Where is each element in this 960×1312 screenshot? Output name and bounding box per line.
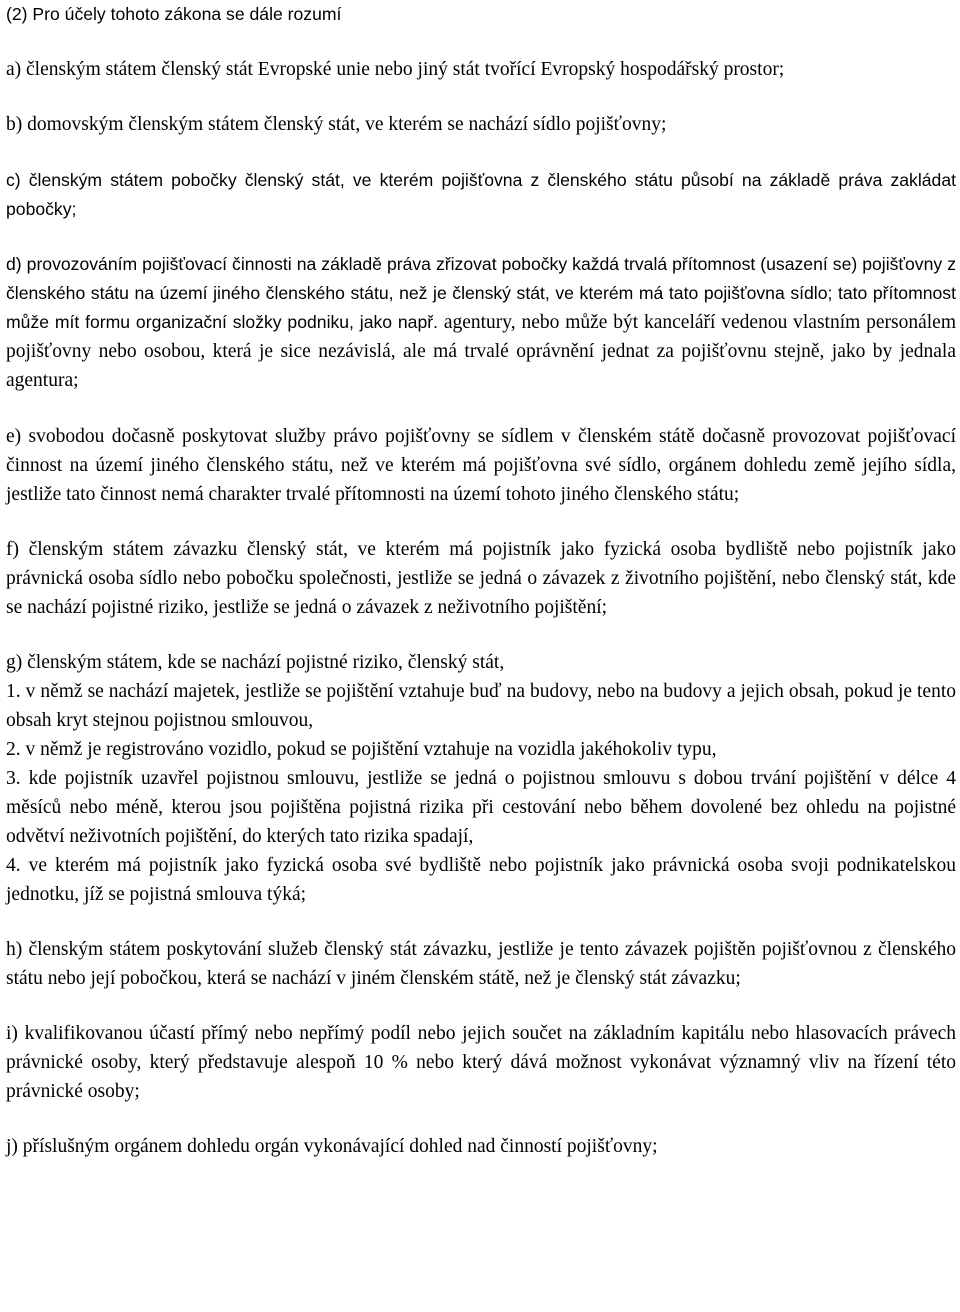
section-heading: (2) Pro účely tohoto zákona se dále rozumí bbox=[6, 4, 342, 24]
paragraph-j: j) příslušným orgánem dohledu orgán vykonávající dohled nad činností pojišťovny; bbox=[6, 1136, 658, 1157]
paragraph-g-item-1: 1. v němž se nachází majetek, jestliže se pojištění vztahuje buď na budovy, nebo na budovy a jejich obsah, pokud je tento obsah kryt stejnou pojistnou smlouvou, bbox=[6, 681, 956, 731]
paragraph-e: e) svobodou dočasně poskytovat služby právo pojišťovny se sídlem v členském státě dočasně provozovat pojišťovací činnost na území jiného členského státu, než ve kterém má pojišťovna své sídlo, orgánem dohledu země jejího sídla, jestliže tato činnost nemá charakter trvalé přítomnosti na území tohoto jiného členského státu; bbox=[6, 426, 956, 505]
paragraph-g-item-2: 2. v němž je registrováno vozidlo, pokud se pojištění vztahuje na vozidla jakéhokoliv typu, bbox=[6, 739, 717, 760]
paragraph-d-part-2: agentury, nebo může být kanceláří vedenou vlastním personálem pojišťovny nebo osobou, která je sice nezávislá, ale má trvalé oprávnění jednat za pojišťovnu stejně, jako by jednala agentura; bbox=[6, 312, 957, 391]
paragraph-b: b) domovským členským státem členský stát, ve kterém se nachází sídlo pojišťovny; bbox=[6, 114, 667, 135]
paragraph-i: i) kvalifikovanou účastí přímý nebo nepřímý podíl nebo jejich součet na základním kapitálu nebo hlasovacích právech právnické osoby, který představuje alespoň 10 % nebo který dává možnost vykonávat významný vliv na řízení této právnické osoby; bbox=[6, 1023, 956, 1102]
paragraph-g-item-3: 3. kde pojistník uzavřel pojistnou smlouvu, jestliže se jedná o pojistnou smlouvu s dobou trvání pojištění v délce 4 měsíců nebo méně, kterou jsou pojištěna pojistná rizika při cestování nebo během dovolené bez ohledu na pojistné odvětví neživotních pojištění, do kterých tato rizika spadají, bbox=[6, 768, 956, 847]
paragraph-a: a) členským státem členský stát Evropské unie nebo jiný stát tvořící Evropský hospodářský prostor; bbox=[6, 59, 785, 80]
paragraph-f: f) členským státem závazku členský stát, ve kterém má pojistník jako fyzická osoba bydliště nebo pojistník jako právnická osoba sídlo nebo pobočku společnosti, jestliže se jedná o závazek z životního pojištění, nebo členský stát, kde se nachází pojistné riziko, jestliže se jedná o závazek z neživotního pojištění; bbox=[6, 539, 956, 618]
paragraph-g-intro: g) členským státem, kde se nachází pojistné riziko, členský stát, bbox=[6, 652, 505, 673]
paragraph-c: c) členským státem pobočky členský stát, ve kterém pojišťovna z členského státu působí na základě práva zakládat pobočky; bbox=[6, 170, 956, 219]
document-page bbox=[6, 0, 956, 1161]
paragraph-d-part-1: d) provozováním pojišťovací činnosti na základě práva zřizovat pobočky každá trvalá přítomnost (usazení se) pojišťovny z členského státu na území jiného členského státu, než je členský stát, ve kterém má tato pojišťovna sídlo; tato přítomnost může mít formu organizační složky podniku, jako např. bbox=[6, 254, 956, 332]
paragraph-h: h) členským státem poskytování služeb členský stát závazku, jestliže je tento závazek pojištěn pojišťovnou z členského státu nebo její pobočkou, která se nachází v jiném členském státě, než je členský stát závazku; bbox=[6, 939, 956, 989]
paragraph-d bbox=[6, 250, 956, 395]
paragraph-g-item-4: 4. ve kterém má pojistník jako fyzická osoba své bydliště nebo pojistník jako právnická osoba svoji podnikatelskou jednotku, jíž se pojistná smlouva týká; bbox=[6, 855, 956, 905]
